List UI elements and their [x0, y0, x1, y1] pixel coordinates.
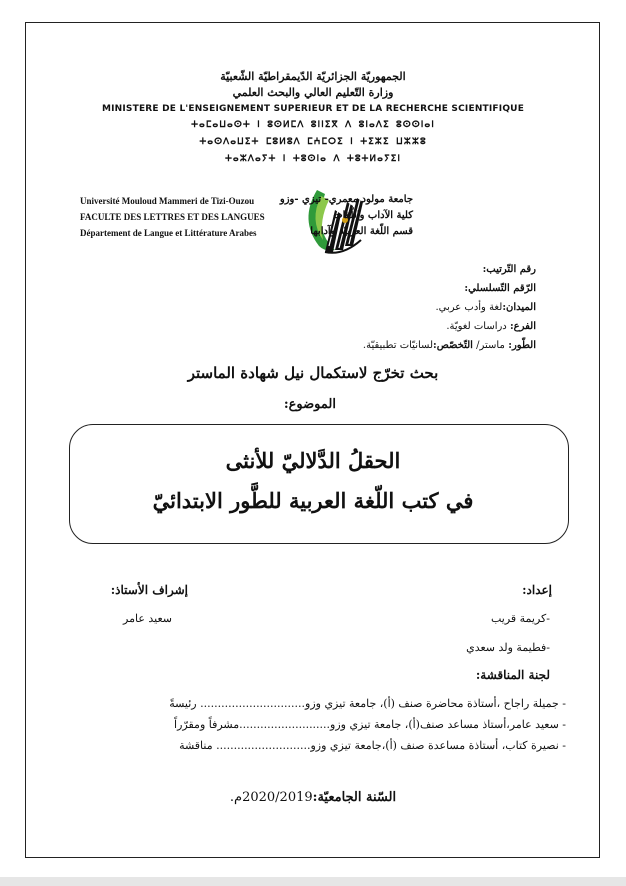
- department-name-ar: قسم اللّغة العربيّة وآدابها: [310, 226, 413, 237]
- faculty-name-fr: FACULTE DES LETTRES ET DES LANGUES: [80, 212, 265, 222]
- supervisor-name: سعيد عامر: [123, 612, 172, 625]
- university-name-fr: Université Mouloud Mammeri de Tizi-Ouzou: [80, 196, 255, 206]
- title-box: [69, 424, 569, 544]
- authors-label: إعداد:: [522, 583, 552, 597]
- thesis-title-line-1: الحقلُ الدَّلاليّ للأنثى: [225, 448, 401, 473]
- academic-year: السّنة الجامعيّة:2020/2019م.: [229, 790, 397, 805]
- committee-member-1: - جميلة راجاح ،أستاذة محاضرة صنف (أ)، جامعة تيزي وزو.............................. رئيسةً: [169, 697, 566, 710]
- page-bottom-strip: [0, 877, 626, 886]
- author-name-2: -فطيمة ولد سعدي: [466, 641, 550, 654]
- committee-member-3: - نصيرة كتاب، أستاذة مساعدة صنف (أ)،جامعة تيزي وزو........................... مناقشة: [179, 739, 566, 752]
- rank-number: رقم التّرتيب:: [482, 264, 536, 275]
- ministry-title-ar: وزارة التّعليم العالي والبحث العلمي: [232, 86, 394, 99]
- subject-label: الموضوع:: [283, 397, 336, 412]
- university-name-ar: جامعة مولود معمري- تيزي -وزو: [279, 194, 413, 205]
- committee-member-2: - سعيد عامر،أستاذ مساعد صنف(أ)، جامعة تيزي وزو..........................مشرفاً ومقرّراً: [174, 718, 566, 731]
- republic-title: الجمهوريّة الجزائريّة الدّيمقراطيّة الشّعبيّة: [220, 70, 406, 83]
- tifinagh-line-1: ⵜⴰⵎⴰⵡⴰⵙⵜ ⵏ ⵓⵙⵍⵎⴷ ⵓⵏⵏⵉⴳ ⴷ ⵓⵏⴰⴷⵉ ⵓⵙⵙⵏⴰⵏ: [191, 120, 435, 130]
- tifinagh-line-3: ⵜⴰⵣⴷⴰⵢⵜ ⵏ ⵜⵓⵙⵏⴰ ⴷ ⵜⵓⵜⵍⴰⵢⵉⵏ: [224, 154, 402, 164]
- supervisor-label: إشراف الأستاذ:: [110, 583, 188, 597]
- department-name-fr: Département de Langue et Littérature Arabes: [80, 228, 257, 238]
- serial-number: الرّقم التّسلسلي:: [464, 283, 536, 294]
- faculty-name-ar: كلية الآداب واللّغات: [333, 210, 413, 221]
- thesis-purpose: بحث تخرّج لاستكمال نيل شهادة الماستر: [187, 364, 439, 382]
- field: الميدان:لغة وأدب عربي.: [435, 302, 536, 313]
- tifinagh-line-2: ⵜⴰⵙⴷⴰⵡⵉⵜ ⵎⵓⵍⵓⴷ ⵎⵄⵎⵔⵉ ⵏ ⵜⵉⵣⵉ ⵡⵣⵣⵓ: [199, 137, 427, 147]
- thesis-title-line-2: في كتب اللّغة العربية للطَّور الابتدائيّ: [152, 488, 474, 513]
- branch: الفرع: دراسات لغويّة.: [446, 321, 536, 332]
- committee-label: لجنة المناقشة:: [475, 668, 550, 682]
- level-specialty: الطّور: ماستر/ التّخصّص:لسانيّات تطبيقيّة.: [362, 340, 536, 351]
- ministry-title-fr: MINISTERE DE L'ENSEIGNEMENT SUPERIEUR ET DE LA RECHERCHE SCIENTIFIQUE: [101, 104, 525, 114]
- author-name-1: -كريمة قريب: [490, 612, 550, 625]
